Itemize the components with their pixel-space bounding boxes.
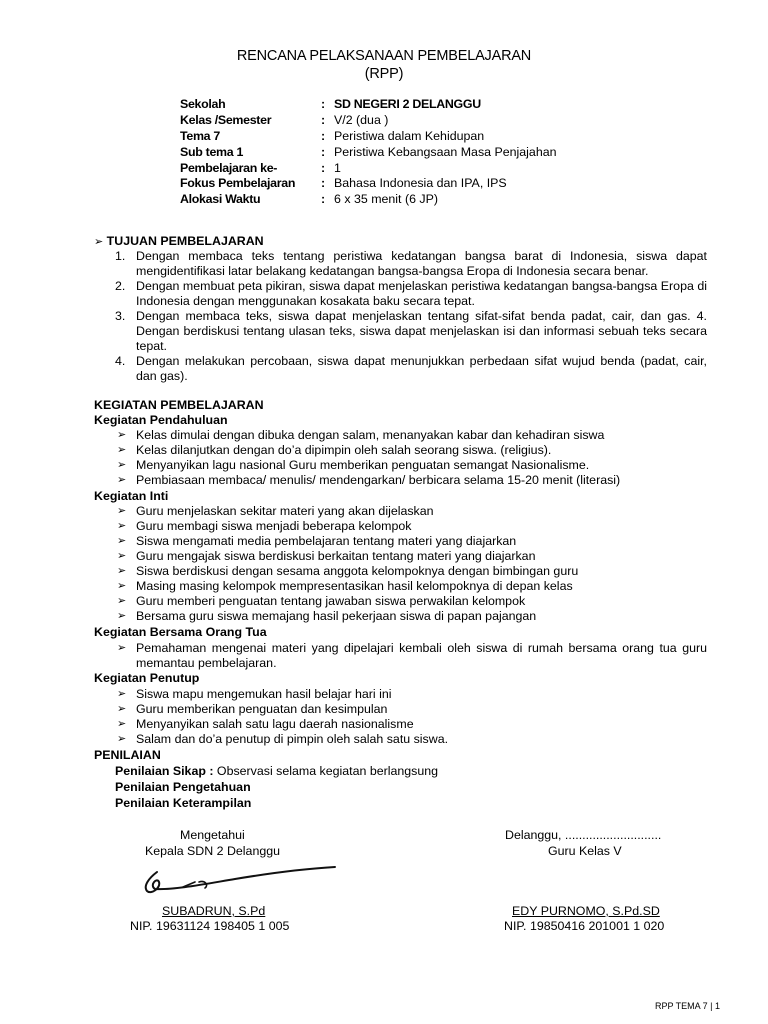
arrow-bullet-icon: ➢ xyxy=(117,550,127,562)
inti-heading: Kegiatan Inti xyxy=(94,489,169,503)
penutup-heading: Kegiatan Penutup xyxy=(94,671,200,685)
orang-tua-heading: Kegiatan Bersama Orang Tua xyxy=(94,625,267,639)
list-text: Dengan membaca teks tentang peristiwa kedatangan bangsa barat di Indonesia, siswa dapat mengidentifikasi latar belakang kedatangan bangsa-bangsa Eropa di Indonesia secara benar. xyxy=(136,249,707,278)
list-number: 1. xyxy=(115,249,126,263)
list-text: Menyanyikan salah satu lagu daerah nasionalisme xyxy=(136,717,414,731)
list-text: Guru menjelaskan sekitar materi yang akan dijelaskan xyxy=(136,504,434,518)
list-item xyxy=(117,428,707,443)
list-text: Dengan melakukan percobaan, siswa dapat menunjukkan perbedaan sifat wujud benda (padat, cair, dan gas). xyxy=(136,354,707,383)
left-sign-name: SUBADRUN, S.Pd xyxy=(162,904,266,918)
list-number: 2. xyxy=(115,279,126,293)
list-text: Masing masing kelompok mempresentasikan hasil kelompoknya di depan kelas xyxy=(136,579,573,593)
list-item xyxy=(117,609,707,624)
list-item xyxy=(117,458,707,473)
arrow-bullet-icon: ➢ xyxy=(117,688,127,700)
penutup-list xyxy=(117,687,707,747)
list-item xyxy=(117,641,707,671)
list-item xyxy=(117,443,707,458)
list-text: Dengan membaca teks, siswa dapat menjelaskan tentang sifat-sifat benda padat, cair, dan gas. 4. Dengan berdiskusi tentang ulasan teks, siswa dapat menjelaskan isi dan informasi sebuah teks secara tepat. xyxy=(136,309,707,353)
identity-key: Sub tema 1 xyxy=(180,144,244,159)
list-text: Kelas dilanjutkan dengan do’a dipimpin oleh salah seorang siswa. (religius). xyxy=(136,443,552,457)
arrow-bullet-icon: ➢ xyxy=(117,642,127,654)
list-item xyxy=(117,564,707,579)
document-title: RENCANA PELAKSANAAN PEMBELAJARAN xyxy=(236,48,532,64)
right-sign-nip: NIP. 19850416 201001 1 020 xyxy=(504,919,665,933)
identity-key: Sekolah xyxy=(180,97,226,111)
identity-colon: : xyxy=(321,144,326,159)
list-item xyxy=(117,504,707,519)
arrow-bullet-icon: ➢ xyxy=(117,580,127,592)
identity-key: Kelas /Semester xyxy=(180,112,272,127)
list-text: Siswa berdiskusi dengan sesama anggota kelompoknya dengan bimbingan guru xyxy=(136,564,579,578)
list-item xyxy=(117,702,707,717)
list-item xyxy=(117,549,707,564)
list-text: Pembiasaan membaca/ menulis/ mendengarkan/ berbicara selama 15-20 menit (literasi) xyxy=(136,473,621,487)
inti-list xyxy=(117,504,707,624)
arrow-bullet-icon: ➢ xyxy=(117,703,127,715)
arrow-bullet-icon: ➢ xyxy=(117,474,127,486)
list-text: Guru memberikan penguatan dan kesimpulan xyxy=(136,702,388,716)
penilaian-sikap: Penilaian Sikap : Observasi selama kegiatan berlangsung xyxy=(115,764,439,778)
list-item xyxy=(117,687,707,702)
identity-colon: : xyxy=(321,160,326,175)
arrow-bullet-icon: ➢ xyxy=(117,535,127,547)
list-item xyxy=(117,579,707,594)
penilaian-heading: PENILAIAN xyxy=(94,748,161,762)
tujuan-list xyxy=(115,249,707,384)
list-number: 4. xyxy=(115,354,126,368)
identity-value: SD NEGERI 2 DELANGGU xyxy=(334,97,481,111)
identity-key: Tema 7 xyxy=(180,128,220,143)
arrow-bullet-icon: ➢ xyxy=(117,459,127,471)
identity-value: Peristiwa Kebangsaan Masa Penjajahan xyxy=(334,144,557,159)
arrow-bullet-icon: ➢ xyxy=(117,505,127,517)
left-sign-role: Kepala SDN 2 Delanggu xyxy=(145,844,281,858)
list-text: Salam dan do’a penutup di pimpin oleh salah satu siswa. xyxy=(136,732,449,746)
identity-key: Fokus Pembelajaran xyxy=(180,176,296,191)
kegiatan-heading: KEGIATAN PEMBELAJARAN xyxy=(94,398,264,412)
arrow-bullet-icon: ➢ xyxy=(94,236,104,248)
list-item xyxy=(117,717,707,732)
arrow-bullet-icon: ➢ xyxy=(117,610,127,622)
pendahuluan-list xyxy=(117,428,707,488)
right-sign-role: Guru Kelas V xyxy=(548,844,622,858)
identity-key: Pembelajaran ke- xyxy=(180,160,278,175)
arrow-bullet-icon: ➢ xyxy=(117,595,127,607)
arrow-bullet-icon: ➢ xyxy=(117,520,127,532)
list-text: Siswa mapu mengemukan hasil belajar hari ini xyxy=(136,687,392,701)
identity-value: 1 xyxy=(334,160,341,175)
list-text: Guru memberi penguatan tentang jawaban siswa perwakilan kelompok xyxy=(136,594,526,608)
list-item xyxy=(115,309,707,354)
list-text: Pemahaman mengenai materi yang dipelajari kembali oleh siswa di rumah bersama orang tua guru memantau pembelajaran. xyxy=(136,641,707,670)
identity-value: 6 x 35 menit (6 JP) xyxy=(334,192,438,207)
signature-scribble xyxy=(135,858,340,902)
list-item xyxy=(117,732,707,747)
identity-colon: : xyxy=(321,192,326,207)
arrow-bullet-icon: ➢ xyxy=(117,718,127,730)
list-text: Siswa mengamati media pembelajaran tentang materi yang diajarkan xyxy=(136,534,517,548)
arrow-bullet-icon: ➢ xyxy=(117,565,127,577)
page-footer: RPP TEMA 7 | 1 xyxy=(654,1001,720,1011)
orang-tua-list xyxy=(117,641,707,671)
right-sign-name: EDY PURNOMO, S.Pd.SD xyxy=(512,904,660,918)
left-sign-nip: NIP. 19631124 198405 1 005 xyxy=(130,919,290,933)
list-text: Dengan membuat peta pikiran, siswa dapat menjelaskan peristiwa kedatangan bangsa-bangsa Eropa di Indonesia dengan menggunakan kosakata baku secara tepat. xyxy=(136,279,707,308)
list-text: Guru mengajak siswa berdiskusi berkaitan tentang materi yang diajarkan xyxy=(136,549,536,563)
identity-value: Peristiwa dalam Kehidupan xyxy=(334,128,485,143)
identity-colon: : xyxy=(321,112,326,127)
left-sign-label: Mengetahui xyxy=(180,828,245,842)
list-number: 3. xyxy=(115,309,126,323)
arrow-bullet-icon: ➢ xyxy=(117,444,127,456)
identity-value: Bahasa Indonesia dan IPA, IPS xyxy=(334,176,507,191)
right-sign-place-date: Delanggu, ............................ xyxy=(505,828,662,842)
identity-value: V/2 (dua ) xyxy=(334,112,389,127)
list-item xyxy=(117,594,707,609)
identity-colon: : xyxy=(321,97,326,111)
list-item xyxy=(115,249,707,279)
list-text: Bersama guru siswa memajang hasil pekerjaan siswa di papan pajangan xyxy=(136,609,537,623)
document-subtitle: (RPP) xyxy=(364,66,404,82)
list-text: Menyanyikan lagu nasional Guru memberikan penguatan semangat Nasionalisme. xyxy=(136,458,590,472)
pendahuluan-heading: Kegiatan Pendahuluan xyxy=(94,413,228,427)
list-item xyxy=(115,354,707,384)
list-item xyxy=(117,519,707,534)
penilaian-keterampilan: Penilaian Keterampilan xyxy=(115,796,252,810)
penilaian-pengetahuan: Penilaian Pengetahuan xyxy=(115,780,251,794)
identity-colon: : xyxy=(321,176,326,191)
arrow-bullet-icon: ➢ xyxy=(117,733,127,745)
list-text: Kelas dimulai dengan dibuka dengan salam, menanyakan kabar dan kehadiran siswa xyxy=(136,428,605,442)
list-item xyxy=(115,279,707,309)
list-item xyxy=(117,473,707,488)
tujuan-heading: ➢ TUJUAN PEMBELAJARAN xyxy=(94,234,264,248)
list-text: Guru membagi siswa menjadi beberapa kelompok xyxy=(136,519,412,533)
list-item xyxy=(117,534,707,549)
identity-colon: : xyxy=(321,128,326,143)
identity-key: Alokasi Waktu xyxy=(180,192,261,207)
arrow-bullet-icon: ➢ xyxy=(117,429,127,441)
